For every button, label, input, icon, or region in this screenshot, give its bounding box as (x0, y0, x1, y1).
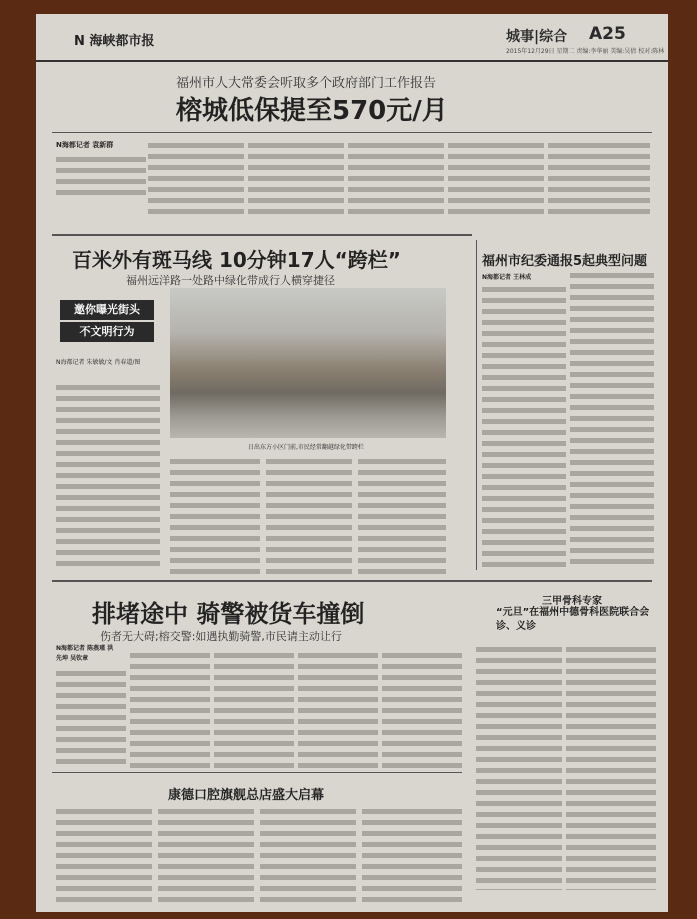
story4-headline: 排堵途中 骑警被货车撞倒 (92, 600, 365, 628)
story6-headline: 康德口腔旗舰总店盛大启幕 (168, 788, 325, 803)
page-number: A25 (589, 24, 626, 44)
newspaper-page (36, 14, 668, 912)
photo-caption: 日出东方小区门前,市民经常翻越绿化带跨栏 (248, 444, 364, 451)
story3-byline: N海都记者 王林成 (482, 274, 532, 281)
story2-headline: 百米外有斑马线 10分钟17人“跨栏” (72, 248, 401, 272)
section-label: 城事|综合 (506, 29, 568, 45)
story3-headline: 福州市纪委通报5起典型问题 (482, 254, 648, 269)
story5-kicker: 三甲骨科专家 (542, 596, 602, 607)
badge-line-2: 不文明行为 (60, 322, 154, 342)
story4-byline: N海都记者 陈燕瑾 洪先坤 吴钦章 (56, 645, 114, 662)
issue-date: 2015年12月29日 星期二 责编:李华丽 美编:吴倩 校对:陈林 (506, 48, 665, 55)
campaign-badge (60, 300, 154, 350)
story1-headline: 榕城低保提至570元/月 (176, 96, 448, 126)
story1-byline: N海都记者 袁新群 (56, 141, 114, 149)
story5-headline: “元旦”在福州中德骨科医院联合会诊、义诊 (496, 607, 650, 632)
page-header (36, 14, 668, 62)
story4-subhead: 伤者无大碍;榕交警:如遇执勤骑警,市民请主动让行 (100, 630, 342, 643)
story2-byline: N海都记者 朱敏敏/文 肖春道/图 (56, 359, 141, 366)
street-photo (170, 288, 446, 438)
badge-line-1: 邀你曝光街头 (60, 300, 154, 320)
story2-subhead: 福州远洋路一处路中绿化带成行人横穿捷径 (126, 274, 335, 287)
masthead-logo: N 海峡都市报 (74, 34, 155, 49)
story1-kicker: 福州市人大常委会听取多个政府部门工作报告 (176, 76, 437, 91)
